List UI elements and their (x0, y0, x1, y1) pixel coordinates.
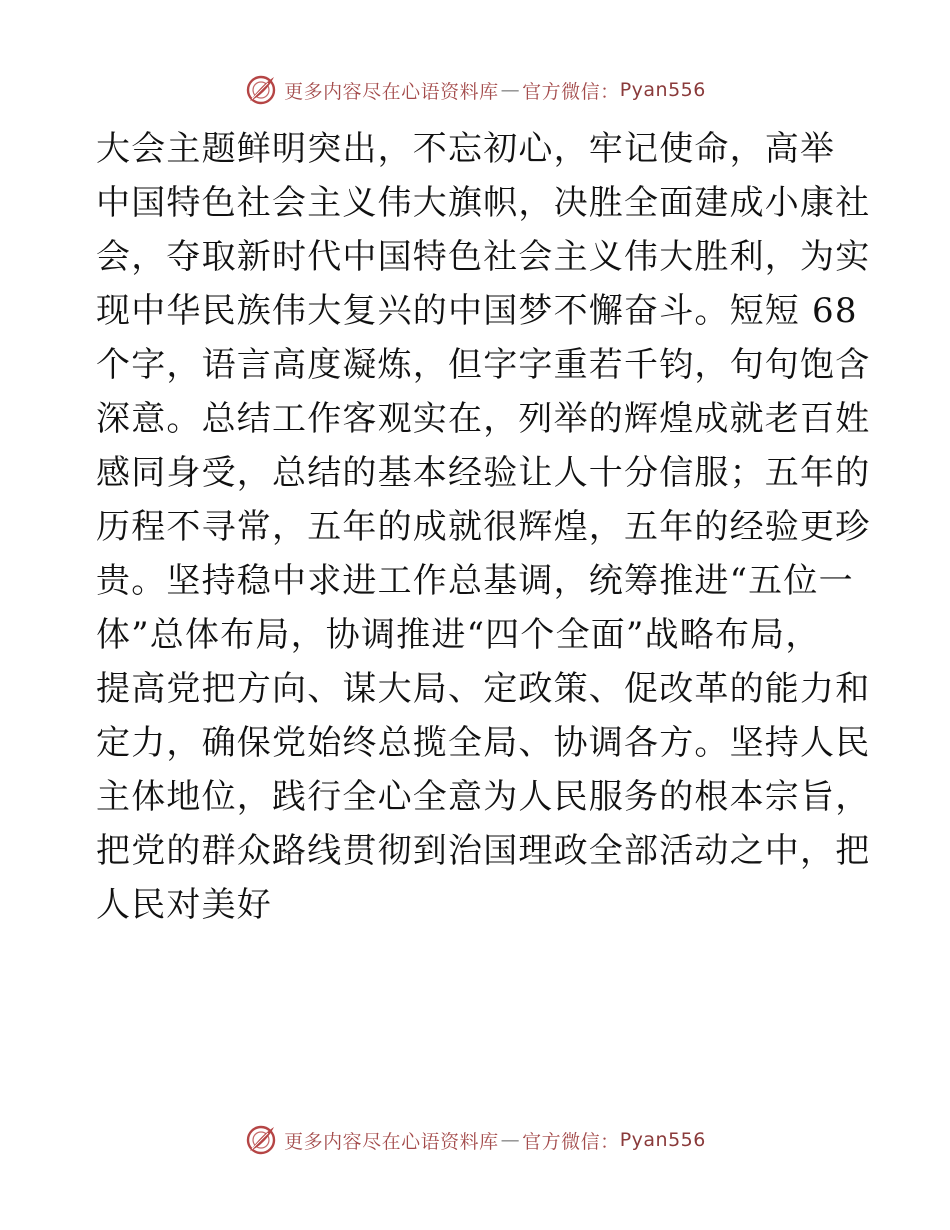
body-line: 主体地位，践行全心全意为人民服务的根本宗旨， (96, 777, 871, 817)
body-line: 人民对美好 (96, 885, 272, 925)
body-line: 现中华民族伟大复兴的中国梦不懈奋斗。短短 68 (96, 291, 858, 331)
watermark-label: 官方微信： (522, 80, 620, 103)
body-line: 提高党把方向、谋大局、定政策、促改革的能力和 (96, 669, 871, 709)
body-line: 个字，语言高度凝炼，但字字重若千钧，句句饱含 (96, 345, 871, 385)
watermark-wechat-id: Pyan556 (619, 79, 706, 101)
footer-watermark (0, 1120, 950, 1160)
body-line: 体”总体布局，协调推进“四个全面”战略布局， (96, 615, 821, 655)
body-line: 大会主题鲜明突出，不忘初心，牢记使命，高举 (96, 129, 836, 169)
body-line: 中国特色社会主义伟大旗帜，决胜全面建成小康社 (96, 183, 871, 223)
watermark-wechat-id: Pyan556 (619, 1129, 706, 1151)
body-line: 会，夺取新时代中国特色社会主义伟大胜利，为实 (96, 237, 871, 277)
feather-circle-logo-icon (244, 73, 278, 107)
watermark-label: 官方微信： (522, 1130, 620, 1153)
body-line: 贵。坚持稳中求进工作总基调，统筹推进“五位一 (96, 561, 854, 601)
watermark-brand-text: 更多内容尽在心语资料库 (284, 1130, 499, 1153)
header-watermark (0, 70, 950, 110)
watermark-brand-text: 更多内容尽在心语资料库 (284, 80, 499, 103)
body-line: 把党的群众路线贯彻到治国理政全部活动之中，把 (96, 831, 871, 871)
feather-circle-logo-icon (244, 1123, 278, 1157)
watermark-separator: — (500, 79, 521, 101)
watermark-separator: — (500, 1129, 521, 1151)
body-line: 深意。总结工作客观实在，列举的辉煌成就老百姓 (96, 399, 871, 439)
body-line: 定力，确保党始终总揽全局、协调各方。坚持人民 (96, 723, 871, 763)
body-line: 感同身受，总结的基本经验让人十分信服；五年的 (96, 453, 871, 493)
document-body (96, 122, 871, 932)
body-line: 历程不寻常，五年的成就很辉煌，五年的经验更珍 (96, 507, 871, 547)
